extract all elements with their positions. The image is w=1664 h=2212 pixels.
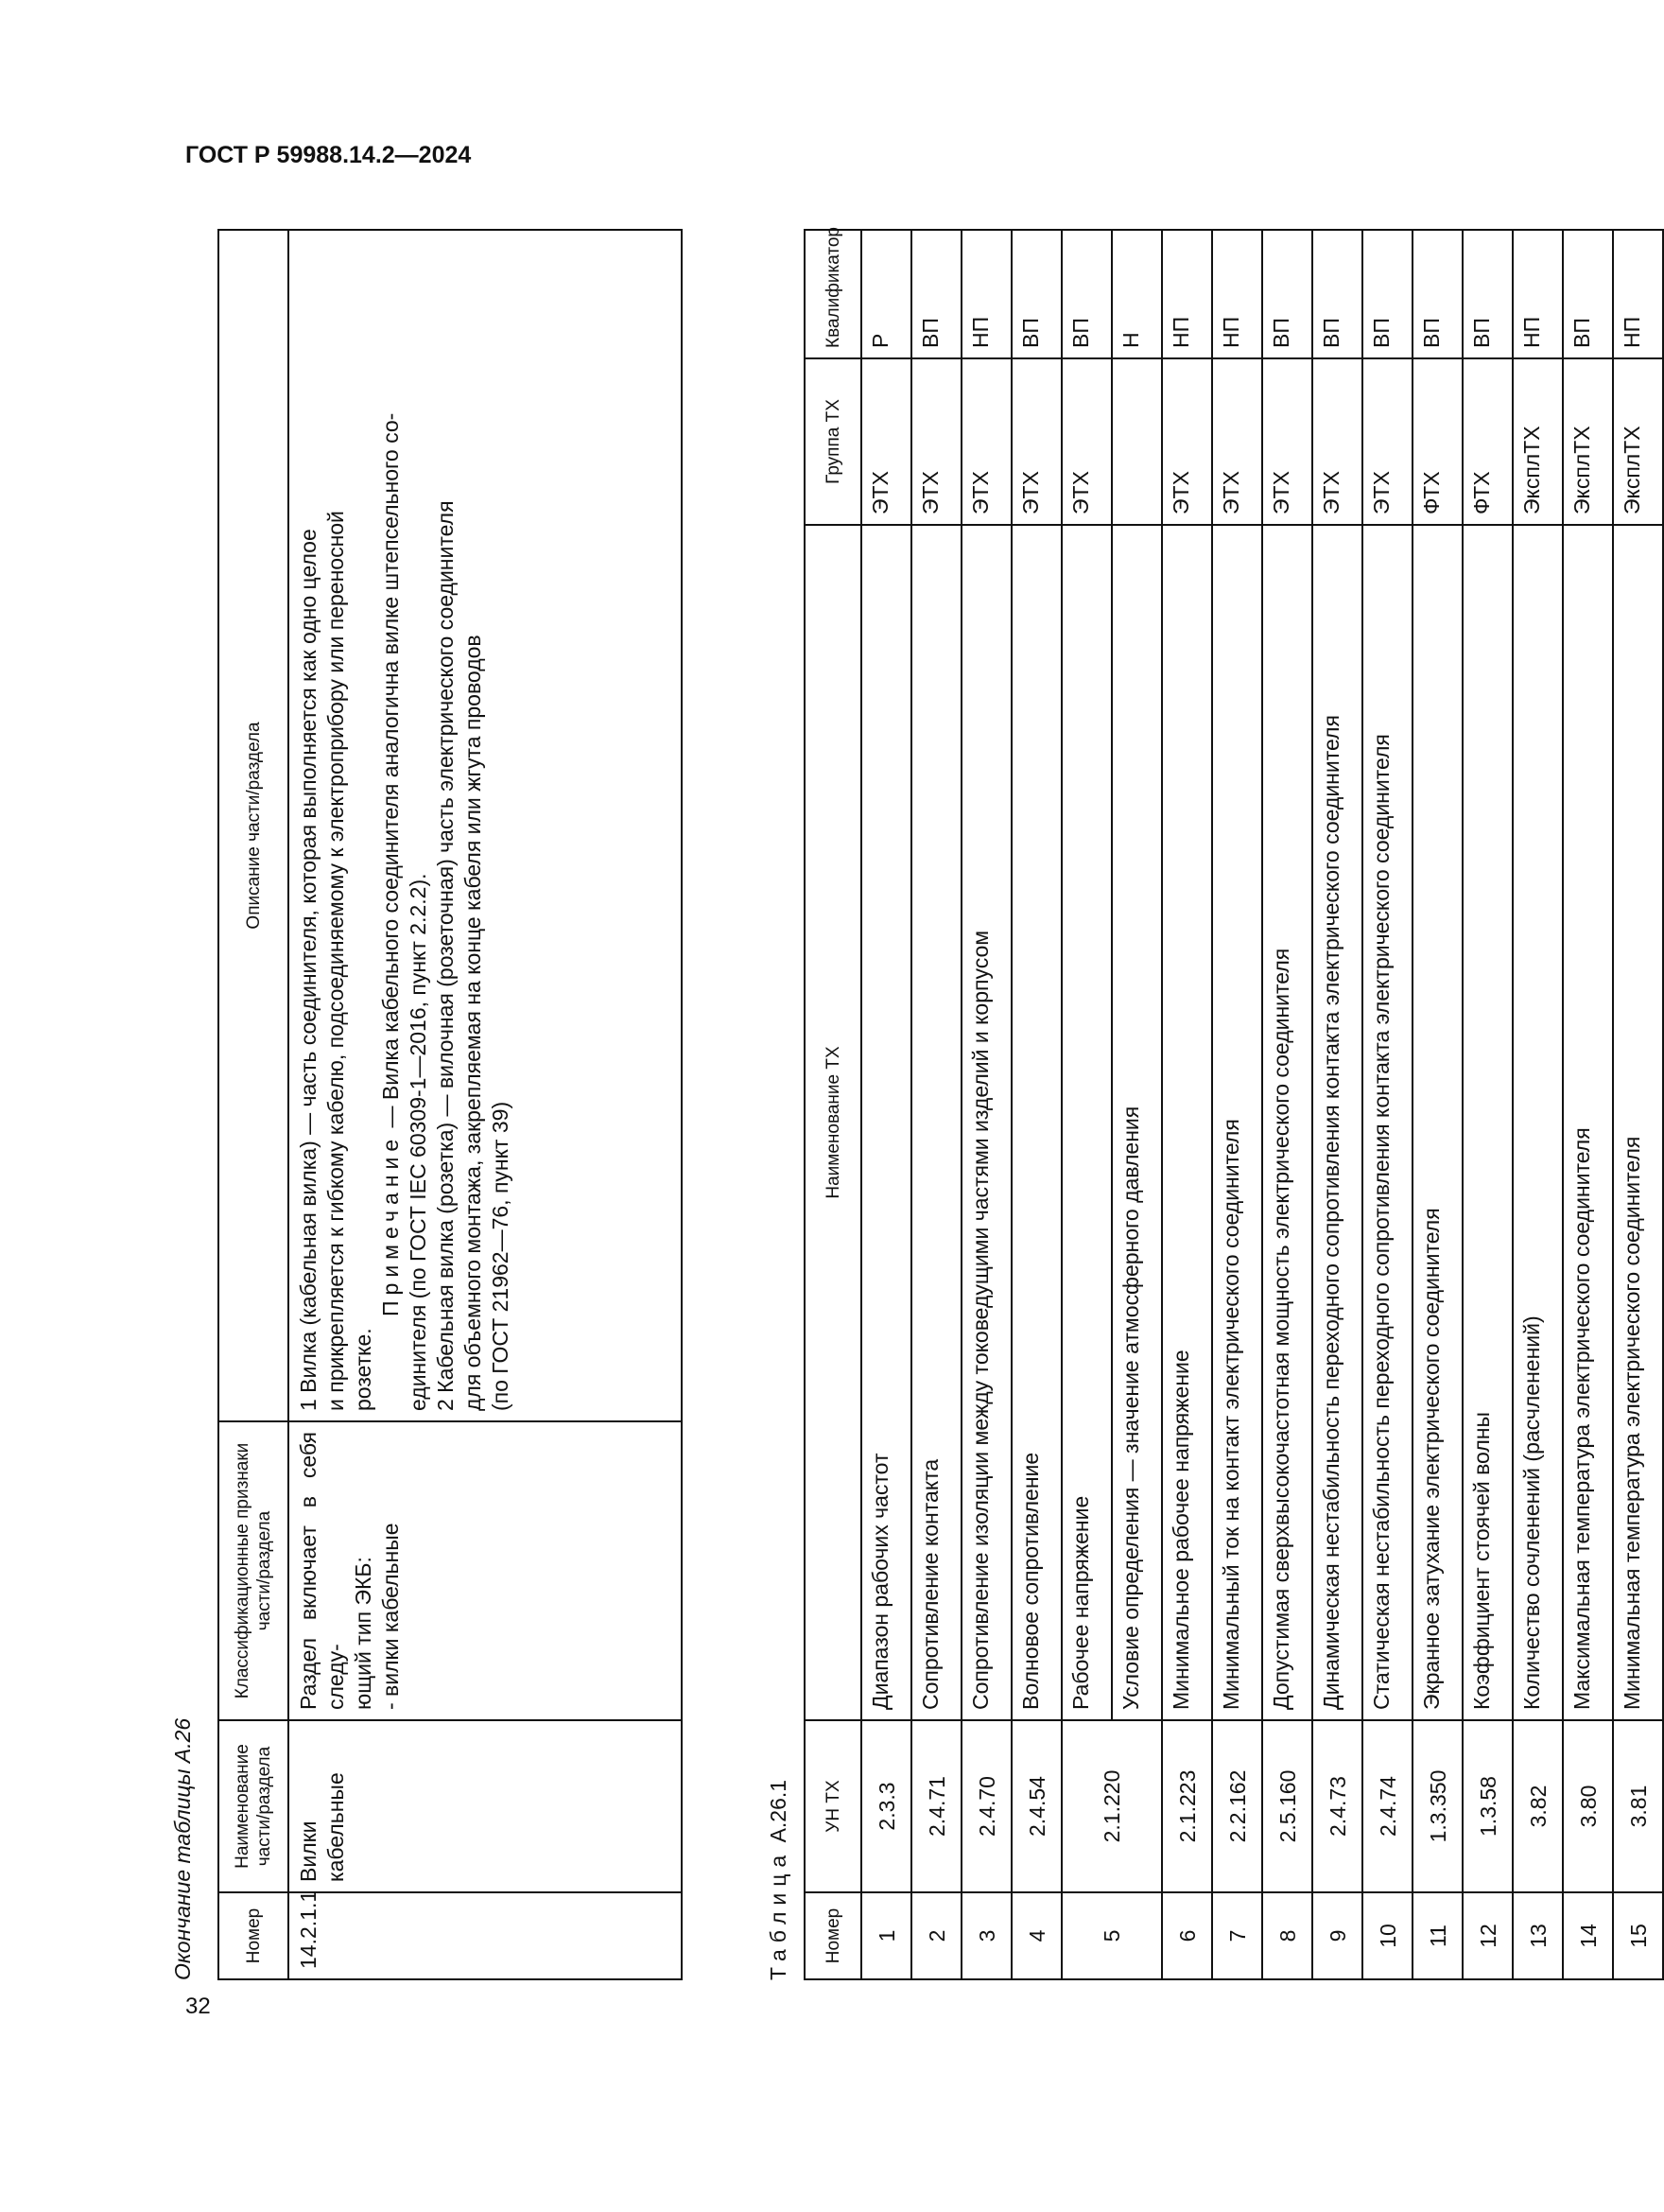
cell-qualifier: НП xyxy=(1212,230,1262,358)
cell-qualifier: НП xyxy=(1513,230,1563,358)
cell-tx-group: ЭТХ xyxy=(861,358,911,525)
cell-tx-group: ЭТХ xyxy=(962,358,1012,525)
header-description: Описание части/раздела xyxy=(218,230,288,1421)
cell-qualifier: Н xyxy=(1112,230,1162,358)
cell-qualifier: ВП xyxy=(1362,230,1413,358)
document-code: ГОСТ Р 59988.14.2—2024 xyxy=(185,142,472,168)
cell-number: 14.2.1.1 xyxy=(288,1892,682,1979)
table-row xyxy=(1262,230,1312,1979)
rotated-page-content xyxy=(170,212,1651,1990)
cell-tx-name: Рабочее напряжение xyxy=(1062,525,1112,1720)
table-row xyxy=(1513,230,1563,1979)
table-a261-caption xyxy=(766,1780,791,1980)
cell-qualifier: ВП xyxy=(1312,230,1362,358)
cell-un-tx: 2.5.160 xyxy=(1262,1720,1312,1892)
page-number: 32 xyxy=(185,1994,211,2019)
cell-tx-name: Минимальный ток на контакт электрического соединителя xyxy=(1212,525,1262,1720)
cell-tx-name: Волновое сопротивление xyxy=(1012,525,1062,1720)
cell-tx-name: Минимальное рабочее напряжение xyxy=(1162,525,1212,1720)
cell-qualifier: ВП xyxy=(1463,230,1513,358)
cell-part-name: Вилки кабельные xyxy=(288,1720,682,1892)
cell-un-tx: 3.81 xyxy=(1613,1720,1663,1892)
cell-qualifier: Р xyxy=(861,230,911,358)
cell-tx-group: ФТХ xyxy=(1463,358,1513,525)
description-line: для объемного монтажа, закрепляемая на конце кабеля или жгута проводов xyxy=(460,635,485,1411)
cell-un-tx: 1.3.350 xyxy=(1413,1720,1463,1892)
note-label: Примечание xyxy=(378,1133,403,1316)
cell-number: 1 xyxy=(861,1892,911,1979)
cell-description xyxy=(288,230,682,1421)
table-row xyxy=(911,230,962,1979)
table-header-row xyxy=(805,230,861,1979)
cell-number: 11 xyxy=(1413,1892,1463,1979)
caption-label: Таблица xyxy=(766,1848,790,1980)
cell-un-tx: 2.4.54 xyxy=(1012,1720,1062,1892)
cell-tx-name: Количество сочленений (расчленений) xyxy=(1513,525,1563,1720)
cell-tx-name: Динамическая нестабильность переходного сопротивления контакта электрического соединителя xyxy=(1312,525,1362,1720)
cell-un-tx: 2.4.71 xyxy=(911,1720,962,1892)
header-number: Номер xyxy=(218,1892,288,1979)
description-line: 2 Кабельная вилка (розетка) — вилочная (розеточная) часть электрического соединителя xyxy=(433,500,458,1411)
cell-un-tx: 2.4.70 xyxy=(962,1720,1012,1892)
cell-number: 14 xyxy=(1563,1892,1613,1979)
table-row xyxy=(1162,230,1212,1979)
cell-un-tx: 3.82 xyxy=(1513,1720,1563,1892)
header-un-tx: УН ТХ xyxy=(805,1720,861,1892)
header-part-name: Наименование части/раздела xyxy=(218,1720,288,1892)
table-row xyxy=(1362,230,1413,1979)
header-qualifier: Квалификатор xyxy=(805,230,861,358)
cell-qualifier: ВП xyxy=(1262,230,1312,358)
table-row xyxy=(1563,230,1613,1979)
cell-tx-name: Минимальная температура электрического соединителя xyxy=(1613,525,1663,1720)
cell-un-tx: 2.4.74 xyxy=(1362,1720,1413,1892)
cell-tx-name: Сопротивление контакта xyxy=(911,525,962,1720)
cell-un-tx: 2.4.73 xyxy=(1312,1720,1362,1892)
note-text: — Вилка кабельного соединителя аналогична вилке штепсельного со- xyxy=(378,412,403,1128)
cell-qualifier: НП xyxy=(1162,230,1212,358)
cell-qualifier: ВП xyxy=(1062,230,1112,358)
cell-tx-group: ЭТХ xyxy=(911,358,962,525)
cell-un-tx: 2.1.220 xyxy=(1062,1720,1162,1892)
cell-qualifier: ВП xyxy=(911,230,962,358)
description-line: (по ГОСТ 21962—76, пункт 39) xyxy=(488,1101,512,1411)
cell-tx-group: ЭТХ xyxy=(1162,358,1212,525)
table-row xyxy=(1012,230,1062,1979)
cell-qualifier: НП xyxy=(962,230,1012,358)
cell-number: 12 xyxy=(1463,1892,1513,1979)
header-classification: Классификационные признаки части/раздела xyxy=(218,1421,288,1720)
cell-qualifier: НП xyxy=(1613,230,1663,358)
note-continuation: единителя (по ГОСТ IEC 60309-1—2016, пункт 2.2.2). xyxy=(406,873,430,1411)
table-row xyxy=(1062,230,1112,1979)
table-row xyxy=(962,230,1012,1979)
cell-tx-name: Сопротивление изоляции между токоведущими частями изделий и корпусом xyxy=(962,525,1012,1720)
cell-tx-name: Допустимая сверхвысокочастотная мощность электрического соединителя xyxy=(1262,525,1312,1720)
cell-un-tx: 3.80 xyxy=(1563,1720,1613,1892)
cell-number: 3 xyxy=(962,1892,1012,1979)
caption-id: А.26.1 xyxy=(766,1779,790,1843)
cell-tx-group xyxy=(1112,358,1162,525)
table-row xyxy=(1413,230,1463,1979)
cell-number: 10 xyxy=(1362,1892,1413,1979)
cell-classification xyxy=(288,1421,682,1720)
cell-qualifier: ВП xyxy=(1563,230,1613,358)
table-row xyxy=(1212,230,1262,1979)
description-line: 1 Вилка (кабельная вилка) — часть соединителя, которая выполняется как одно целое xyxy=(296,529,321,1411)
cell-number: 5 xyxy=(1062,1892,1162,1979)
cell-number: 4 xyxy=(1012,1892,1062,1979)
cell-number: 7 xyxy=(1212,1892,1262,1979)
cell-un-tx: 1.3.58 xyxy=(1463,1720,1513,1892)
cell-un-tx: 2.2.162 xyxy=(1212,1720,1262,1892)
cell-un-tx: 2.3.3 xyxy=(861,1720,911,1892)
cell-qualifier: ВП xyxy=(1413,230,1463,358)
cell-tx-group: ЭксплТХ xyxy=(1563,358,1613,525)
table-body xyxy=(861,230,1663,1979)
table-row xyxy=(1463,230,1513,1979)
cell-number: 6 xyxy=(1162,1892,1212,1979)
description-line: розетке. xyxy=(351,1328,375,1411)
header-tx-name: Наименование ТХ xyxy=(805,525,861,1720)
cell-tx-group: ЭТХ xyxy=(1062,358,1112,525)
cell-tx-group: ЭТХ xyxy=(1212,358,1262,525)
cell-tx-name: Статическая нестабильность переходного сопротивления контакта электрического соединителя xyxy=(1362,525,1413,1720)
cell-number: 13 xyxy=(1513,1892,1563,1979)
cell-tx-name: Коэффициент стоячей волны xyxy=(1463,525,1513,1720)
table-row xyxy=(1312,230,1362,1979)
cell-number: 15 xyxy=(1613,1892,1663,1979)
cell-tx-group: ЭТХ xyxy=(1312,358,1362,525)
table-row xyxy=(1112,230,1162,1979)
cell-tx-group: ЭТХ xyxy=(1362,358,1413,525)
cell-number: 2 xyxy=(911,1892,962,1979)
cell-tx-name: Экранное затухание электрического соединителя xyxy=(1413,525,1463,1720)
table-row xyxy=(1613,230,1663,1979)
cell-tx-group: ФТХ xyxy=(1413,358,1463,525)
cell-tx-name: Диапазон рабочих частот xyxy=(861,525,911,1720)
cell-tx-name: Условие определения — значение атмосферного давления xyxy=(1112,525,1162,1720)
cell-un-tx: 2.1.223 xyxy=(1162,1720,1212,1892)
cell-tx-name: Максимальная температура электрического соединителя xyxy=(1563,525,1613,1720)
table-row xyxy=(288,230,682,1979)
note-line xyxy=(377,240,405,1411)
header-number: Номер xyxy=(805,1892,861,1979)
table-a261 xyxy=(804,229,1664,1980)
table-a26-end xyxy=(217,229,683,1980)
features-line: Раздел включает в себя следу- xyxy=(296,1432,348,1710)
description-line: и прикрепляется к гибкому кабелю, подсоединяемому к электроприбору или переносной xyxy=(323,511,348,1411)
cell-tx-group: ЭксплТХ xyxy=(1513,358,1563,525)
cell-tx-group: ЭТХ xyxy=(1262,358,1312,525)
table-a26-caption: Окончание таблицы А.26 xyxy=(170,1717,195,1980)
features-line: ющий тип ЭКБ: xyxy=(351,1557,375,1710)
cell-number: 8 xyxy=(1262,1892,1312,1979)
cell-qualifier: ВП xyxy=(1012,230,1062,358)
cell-tx-group: ЭТХ xyxy=(1012,358,1062,525)
cell-tx-group: ЭксплТХ xyxy=(1613,358,1663,525)
table-row xyxy=(861,230,911,1979)
header-tx-group: Группа ТХ xyxy=(805,358,861,525)
features-line: - вилки кабельные xyxy=(378,1523,403,1710)
table-header-row xyxy=(218,230,288,1979)
cell-number: 9 xyxy=(1312,1892,1362,1979)
